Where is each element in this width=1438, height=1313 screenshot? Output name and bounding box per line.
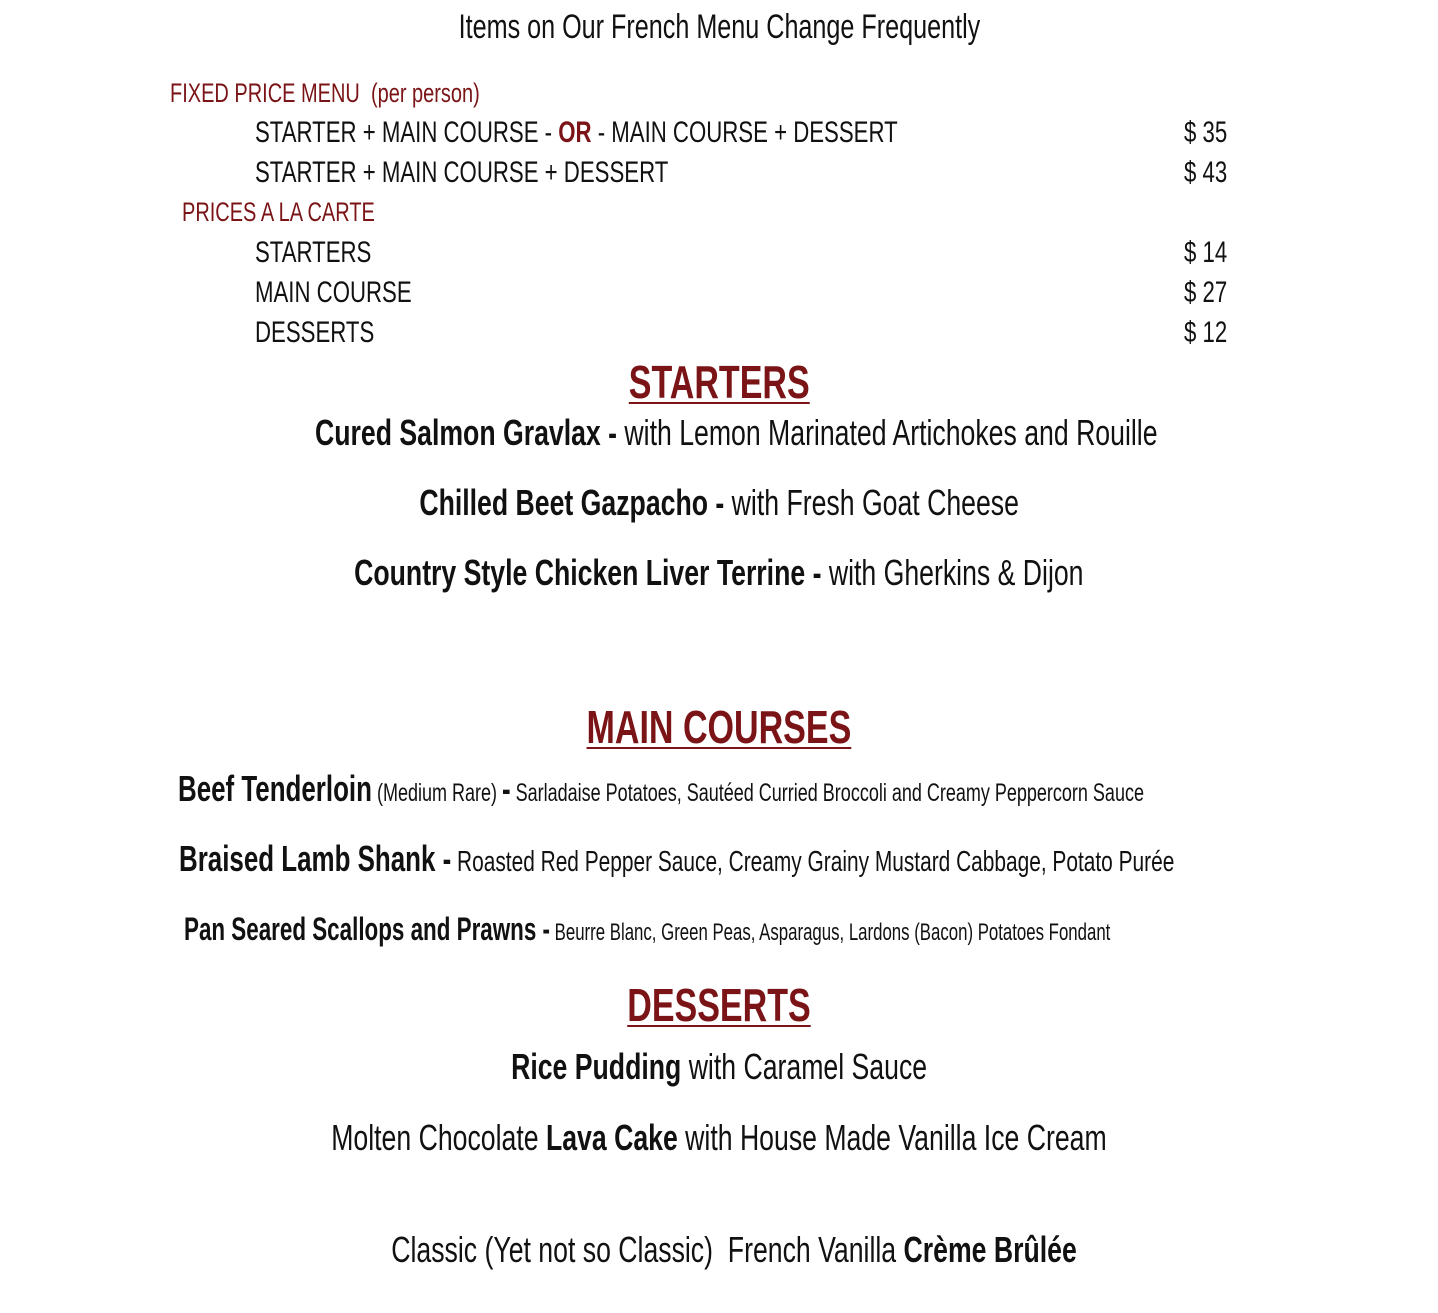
main-item (178, 768, 1438, 810)
starters-heading (0, 355, 1438, 409)
dessert-bold: Rice Pudding (511, 1046, 682, 1087)
a-la-carte-row-starters (255, 236, 412, 270)
fixed-price-row-2-text: STARTER + MAIN COURSE + DESSERT (255, 156, 669, 189)
starter-item (315, 412, 1438, 454)
dessert-bold: Crème Brûlée (903, 1229, 1077, 1270)
dessert-item (0, 1117, 1438, 1159)
main-name: Beef Tenderloin (178, 768, 372, 809)
a-la-carte-price-main (1184, 276, 1242, 310)
main-dash: - (501, 768, 511, 809)
starter-desc: with Lemon Marinated Artichokes and Rouille (617, 412, 1158, 453)
menu-note (0, 8, 1438, 47)
main-item (179, 838, 1438, 880)
a-la-carte-label: STARTERS (255, 236, 372, 269)
fixed-price-row-1-part1: STARTER + MAIN COURSE - (255, 116, 559, 149)
a-la-carte-price-desserts (1184, 316, 1242, 350)
main-name: Pan Seared Scallops and Prawns - (184, 911, 551, 947)
main-courses-heading (0, 700, 1438, 754)
main-courses-heading-text: MAIN COURSES (586, 701, 852, 753)
desserts-heading-text: DESSERTS (627, 979, 811, 1031)
a-la-carte-row-desserts (255, 316, 416, 350)
main-desc: Roasted Red Pepper Sauce, Creamy Grainy Mustard Cabbage, Potato Purée (451, 846, 1175, 878)
starter-desc: with Gherkins & Dijon (821, 552, 1084, 593)
fixed-price-title-text: FIXED PRICE MENU (170, 78, 360, 108)
desserts-heading (0, 978, 1438, 1032)
fixed-price-row-2-price (1184, 156, 1242, 190)
dessert-after: with House Made Vanilla Ice Cream (677, 1117, 1107, 1158)
starter-desc: with Fresh Goat Cheese (724, 482, 1019, 523)
main-name: Braised Lamb Shank - (179, 838, 452, 879)
fixed-price-row-2 (255, 156, 813, 190)
a-la-carte-title (182, 197, 443, 228)
main-desc: Sarladaise Potatoes, Sautéed Curried Broccoli and Creamy Peppercorn Sauce (510, 779, 1144, 807)
main-item (184, 911, 1438, 948)
dessert-item (0, 1187, 1438, 1313)
fixed-price-qualifier: (per person) (370, 78, 480, 108)
fixed-price-title (170, 78, 589, 109)
fixed-price-row-1-part2: - MAIN COURSE + DESSERT (591, 116, 898, 149)
fixed-price-row-1-price (1184, 116, 1242, 150)
main-note: (Medium Rare) (371, 779, 502, 807)
starter-name: Chilled Beet Gazpacho - (419, 482, 725, 523)
a-la-carte-price: $ 12 (1184, 316, 1228, 349)
a-la-carte-row-main (255, 276, 467, 310)
dessert-after: with Caramel Sauce (681, 1046, 927, 1087)
starter-name: Country Style Chicken Liver Terrine - (354, 552, 822, 593)
a-la-carte-price-starters (1184, 236, 1242, 270)
starter-item (0, 552, 1438, 594)
a-la-carte-title-text: PRICES A LA CARTE (182, 197, 375, 227)
starter-item (0, 482, 1438, 524)
fixed-price-row-1 (255, 116, 1123, 150)
fixed-price-row-2-price-text: $ 43 (1184, 156, 1228, 189)
fixed-price-row-1-price-text: $ 35 (1184, 116, 1228, 149)
starter-name: Cured Salmon Gravlax - (315, 412, 618, 453)
dessert-bold: Lava Cake (545, 1117, 678, 1158)
a-la-carte-price: $ 27 (1184, 276, 1228, 309)
a-la-carte-label: DESSERTS (255, 316, 375, 349)
starters-heading-text: STARTERS (628, 356, 810, 408)
fixed-price-or: OR (558, 116, 592, 149)
a-la-carte-price: $ 14 (1184, 236, 1228, 269)
dessert-item (0, 1046, 1438, 1088)
dessert-before: Classic (Yet not so Classic) French Vanilla (391, 1229, 904, 1270)
main-desc: Beurre Blanc, Green Peas, Asparagus, Lardons (Bacon) Potatoes Fondant (550, 919, 1111, 946)
menu-note-text: Items on Our French Menu Change Frequently (458, 8, 980, 46)
a-la-carte-label: MAIN COURSE (255, 276, 412, 309)
dessert-before: Molten Chocolate (331, 1117, 546, 1158)
